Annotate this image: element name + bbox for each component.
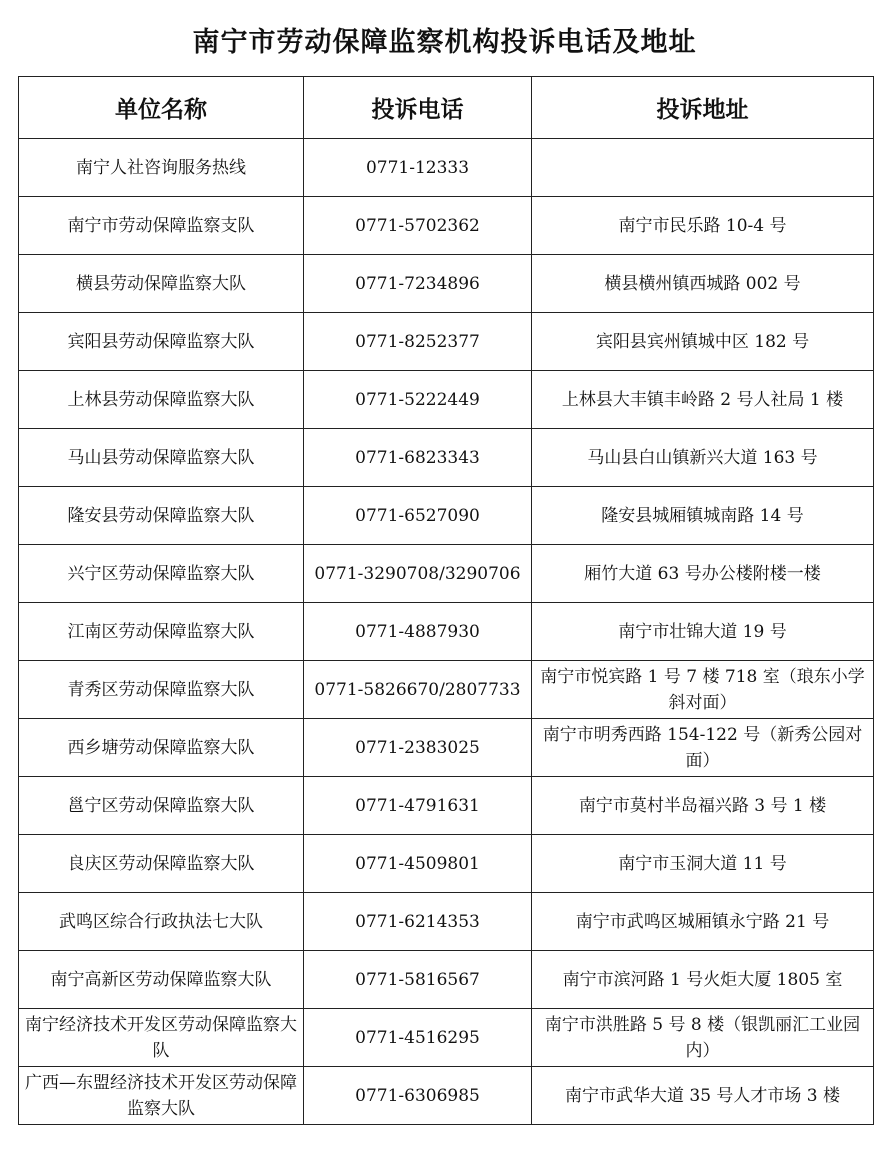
- phone-cell: 0771-7234896: [304, 255, 532, 313]
- address-cell: 南宁市武鸣区城厢镇永宁路 21 号: [532, 893, 874, 951]
- address-cell: 宾阳县宾州镇城中区 182 号: [532, 313, 874, 371]
- table-row: [19, 893, 874, 951]
- phone-cell: 0771-5826670/2807733: [304, 661, 532, 719]
- unit-name-cell: 青秀区劳动保障监察大队: [19, 661, 304, 719]
- table-row: [19, 139, 874, 197]
- phone-cell: 0771-5702362: [304, 197, 532, 255]
- header-unit-name: 单位名称: [19, 77, 304, 139]
- table-row: [19, 719, 874, 777]
- table-row: [19, 603, 874, 661]
- address-cell: 上林县大丰镇丰岭路 2 号人社局 1 楼: [532, 371, 874, 429]
- unit-name-cell: 隆安县劳动保障监察大队: [19, 487, 304, 545]
- table-row: [19, 661, 874, 719]
- table-row: [19, 313, 874, 371]
- unit-name-cell: 南宁市劳动保障监察支队: [19, 197, 304, 255]
- table-row: [19, 545, 874, 603]
- phone-cell: 0771-5222449: [304, 371, 532, 429]
- page-title: 南宁市劳动保障监察机构投诉电话及地址: [192, 27, 697, 58]
- unit-name-cell: 南宁人社咨询服务热线: [19, 139, 304, 197]
- table-row: [19, 371, 874, 429]
- unit-name-cell: 宾阳县劳动保障监察大队: [19, 313, 304, 371]
- address-cell: [532, 139, 874, 197]
- address-cell: 南宁市壮锦大道 19 号: [532, 603, 874, 661]
- phone-cell: 0771-6306985: [304, 1067, 532, 1125]
- address-cell: 南宁市莫村半岛福兴路 3 号 1 楼: [532, 777, 874, 835]
- complaint-table: [18, 76, 874, 1125]
- unit-name-cell: 上林县劳动保障监察大队: [19, 371, 304, 429]
- unit-name-cell: 武鸣区综合行政执法七大队: [19, 893, 304, 951]
- table-row: [19, 1067, 874, 1125]
- table-row: [19, 1009, 874, 1067]
- phone-cell: 0771-2383025: [304, 719, 532, 777]
- unit-name-cell: 横县劳动保障监察大队: [19, 255, 304, 313]
- address-cell: 南宁市玉洞大道 11 号: [532, 835, 874, 893]
- address-cell: 横县横州镇西城路 002 号: [532, 255, 874, 313]
- address-cell: 南宁市滨河路 1 号火炬大厦 1805 室: [532, 951, 874, 1009]
- phone-cell: 0771-4887930: [304, 603, 532, 661]
- phone-cell: 0771-5816567: [304, 951, 532, 1009]
- phone-cell: 0771-8252377: [304, 313, 532, 371]
- address-cell: 南宁市民乐路 10-4 号: [532, 197, 874, 255]
- address-cell: 南宁市明秀西路 154-122 号（新秀公园对面）: [532, 719, 874, 777]
- phone-cell: 0771-12333: [304, 139, 532, 197]
- unit-name-cell: 南宁经济技术开发区劳动保障监察大队: [19, 1009, 304, 1067]
- unit-name-cell: 江南区劳动保障监察大队: [19, 603, 304, 661]
- address-cell: 隆安县城厢镇城南路 14 号: [532, 487, 874, 545]
- unit-name-cell: 西乡塘劳动保障监察大队: [19, 719, 304, 777]
- phone-cell: 0771-4509801: [304, 835, 532, 893]
- header-phone: 投诉电话: [304, 77, 532, 139]
- address-cell: 厢竹大道 63 号办公楼附楼一楼: [532, 545, 874, 603]
- table-row: [19, 835, 874, 893]
- unit-name-cell: 邕宁区劳动保障监察大队: [19, 777, 304, 835]
- table-row: [19, 197, 874, 255]
- header-address: 投诉地址: [532, 77, 874, 139]
- table-row: [19, 951, 874, 1009]
- phone-cell: 0771-4516295: [304, 1009, 532, 1067]
- table-row: [19, 429, 874, 487]
- address-cell: 南宁市洪胜路 5 号 8 楼（银凯丽汇工业园内）: [532, 1009, 874, 1067]
- table-row: [19, 487, 874, 545]
- unit-name-cell: 广西—东盟经济技术开发区劳动保障监察大队: [19, 1067, 304, 1125]
- phone-cell: 0771-6527090: [304, 487, 532, 545]
- phone-cell: 0771-6823343: [304, 429, 532, 487]
- table-row: [19, 777, 874, 835]
- phone-cell: 0771-6214353: [304, 893, 532, 951]
- address-cell: 马山县白山镇新兴大道 163 号: [532, 429, 874, 487]
- unit-name-cell: 兴宁区劳动保障监察大队: [19, 545, 304, 603]
- phone-cell: 0771-4791631: [304, 777, 532, 835]
- table-header-row: [19, 77, 874, 139]
- address-cell: 南宁市悦宾路 1 号 7 楼 718 室（琅东小学斜对面）: [532, 661, 874, 719]
- unit-name-cell: 良庆区劳动保障监察大队: [19, 835, 304, 893]
- phone-cell: 0771-3290708/3290706: [304, 545, 532, 603]
- unit-name-cell: 南宁高新区劳动保障监察大队: [19, 951, 304, 1009]
- table-row: [19, 255, 874, 313]
- unit-name-cell: 马山县劳动保障监察大队: [19, 429, 304, 487]
- address-cell: 南宁市武华大道 35 号人才市场 3 楼: [532, 1067, 874, 1125]
